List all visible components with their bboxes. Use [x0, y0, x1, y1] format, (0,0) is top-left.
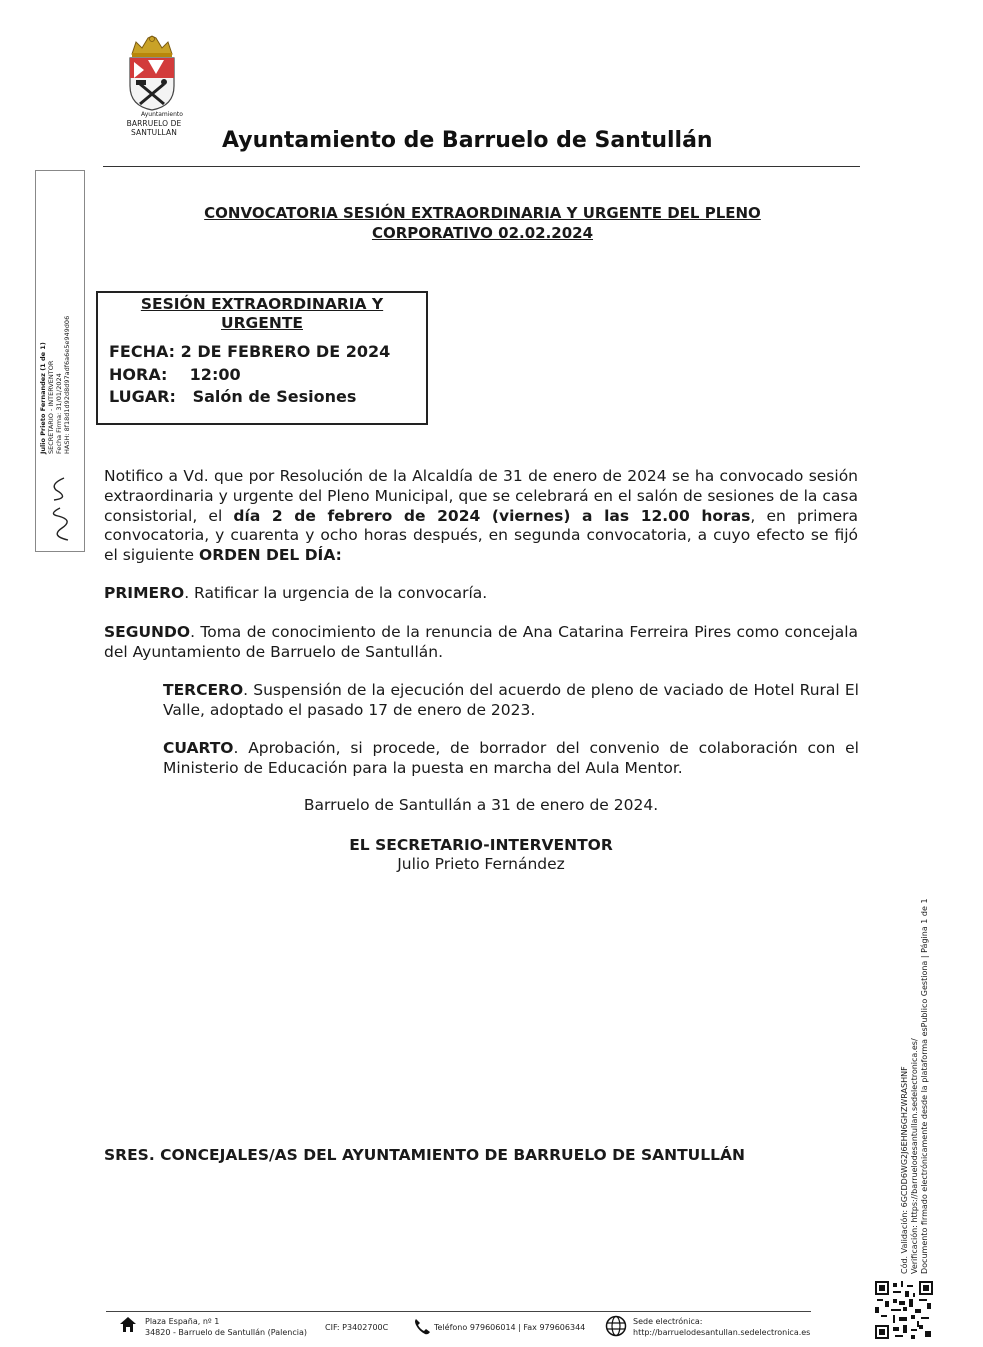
agenda-item-segundo [104, 623, 858, 663]
session-time: HORA: 12:00 [109, 365, 241, 384]
logo-municipality-name: BARRUELO DE SANTULLAN [126, 118, 182, 137]
heading-line-1: CONVOCATORIA SESIÓN EXTRAORDINARIA Y URGENTE DEL PLENO [204, 204, 761, 222]
signatory-role: EL SECRETARIO-INTERVENTOR [349, 836, 613, 854]
validation-code: Cód. Validación: 6GCDD6WG2J6EHN6GHZWRASHNF [900, 1066, 909, 1274]
validation-info [900, 844, 930, 1274]
validation-note: Documento firmado electrónicamente desde la plataforma esPublico Gestiona | Página 1 de 1 [920, 898, 929, 1274]
signature-signer: Julio Prieto Fernandez (1 de 1) [39, 342, 47, 454]
home-icon [119, 1316, 137, 1333]
agenda-item-text: . Ratificar la urgencia de la convocaría. [184, 584, 488, 602]
agenda-item-label: SEGUNDO [104, 623, 191, 641]
coat-of-arms-icon [126, 34, 178, 112]
session-box-title-line-2: URGENTE [221, 314, 303, 332]
session-box-title [98, 295, 426, 333]
document-heading [150, 203, 815, 243]
agenda-item-label: CUARTO [163, 739, 234, 757]
intro-bold-orden: ORDEN DEL DÍA: [199, 546, 342, 565]
intro-text-2: , en primera convocatoria, y cuarenta y ocho horas después, en segunda convocatoria, a cuyo efecto se fijó el siguiente [104, 506, 858, 565]
footer-sede-label: Sede electrónica: [633, 1317, 703, 1326]
page-title: Ayuntamiento de Barruelo de Santullán [222, 128, 713, 153]
footer-sede-link[interactable]: http://barruelodesantullan.sedelectronica.es [633, 1328, 811, 1337]
agenda-item-tercero [163, 681, 859, 721]
agenda-item-cuarto [163, 739, 859, 779]
intro-bold-date: día 2 de febrero de 2024 (viernes) a las 12.00 horas [233, 506, 751, 525]
municipal-coat-of-arms [118, 34, 198, 137]
heading-line-2: CORPORATIVO 02.02.2024 [371, 224, 594, 242]
phone-icon [413, 1318, 431, 1335]
agenda-item-label: PRIMERO [104, 584, 185, 602]
qr-code-icon [875, 1281, 933, 1339]
footer-address-line-2: 34820 - Barruelo de Santullán (Palencia) [145, 1328, 308, 1337]
session-place: LUGAR: Salón de Sesiones [109, 387, 357, 406]
signature-hash: HASH: 8f18d1d92d8d97adf6a6e5e949d06 [63, 315, 71, 454]
header-divider [103, 166, 860, 167]
footer-address [145, 1316, 307, 1338]
logo-caption: Ayuntamiento [141, 111, 183, 118]
signature-date: Fecha Firma: 31/01/2024 [55, 373, 63, 454]
signature-role: SECRETARIO - INTERVENTOR [47, 360, 55, 454]
session-box-title-line-1: SESIÓN EXTRAORDINARIA Y [140, 295, 384, 313]
footer-divider [106, 1311, 811, 1312]
footer-sede [633, 1316, 810, 1338]
footer-address-line-1: Plaza España, nº 1 [145, 1317, 220, 1326]
validation-url: Verificación: https://barruelodesantullan.sedelectronica.es/ [910, 1038, 919, 1274]
intro-paragraph [104, 467, 858, 566]
footer-cif: CIF: P3402700C [325, 1323, 389, 1332]
signatory-name: Julio Prieto Fernández [397, 855, 565, 873]
session-info-box [96, 291, 428, 425]
agenda-item-text: . Aprobación, si procede, de borrador del convenio de colaboración con el Ministerio de Educación para la puesta en marcha del Aula Mentor. [163, 739, 859, 777]
globe-icon [605, 1315, 627, 1337]
agenda-item-primero [104, 584, 858, 604]
addressee: SRES. CONCEJALES/AS DEL AYUNTAMIENTO DE BARRUELO DE SANTULLÁN [104, 1146, 745, 1164]
place-and-date: Barruelo de Santullán a 31 de enero de 2024. [303, 796, 659, 814]
agenda-item-text: . Toma de conocimiento de la renuncia de Ana Catarina Ferreira Pires como concejala del Ayuntamiento de Barruelo de Santullán. [104, 623, 858, 661]
agenda-item-text: . Suspensión de la ejecución del acuerdo de pleno de vaciado de Hotel Rural El Valle, adoptado el pasado 17 de enero de 2023. [163, 681, 859, 719]
session-date: FECHA: 2 DE FEBRERO DE 2024 [109, 342, 391, 361]
footer-phone: Teléfono 979606014 | Fax 979606344 [434, 1323, 586, 1332]
signature-details [39, 314, 71, 454]
intro-text-1: Notifico a Vd. que por Resolución de la Alcaldía de 31 de enero de 2024 se ha convocado sesión extraordinaria y urgente del Pleno Municipal, que se celebrará en el salón de sesiones de la casa consistorial, el [104, 467, 858, 525]
handwritten-signature-icon [40, 470, 80, 545]
agenda-item-label: TERCERO [163, 681, 244, 699]
